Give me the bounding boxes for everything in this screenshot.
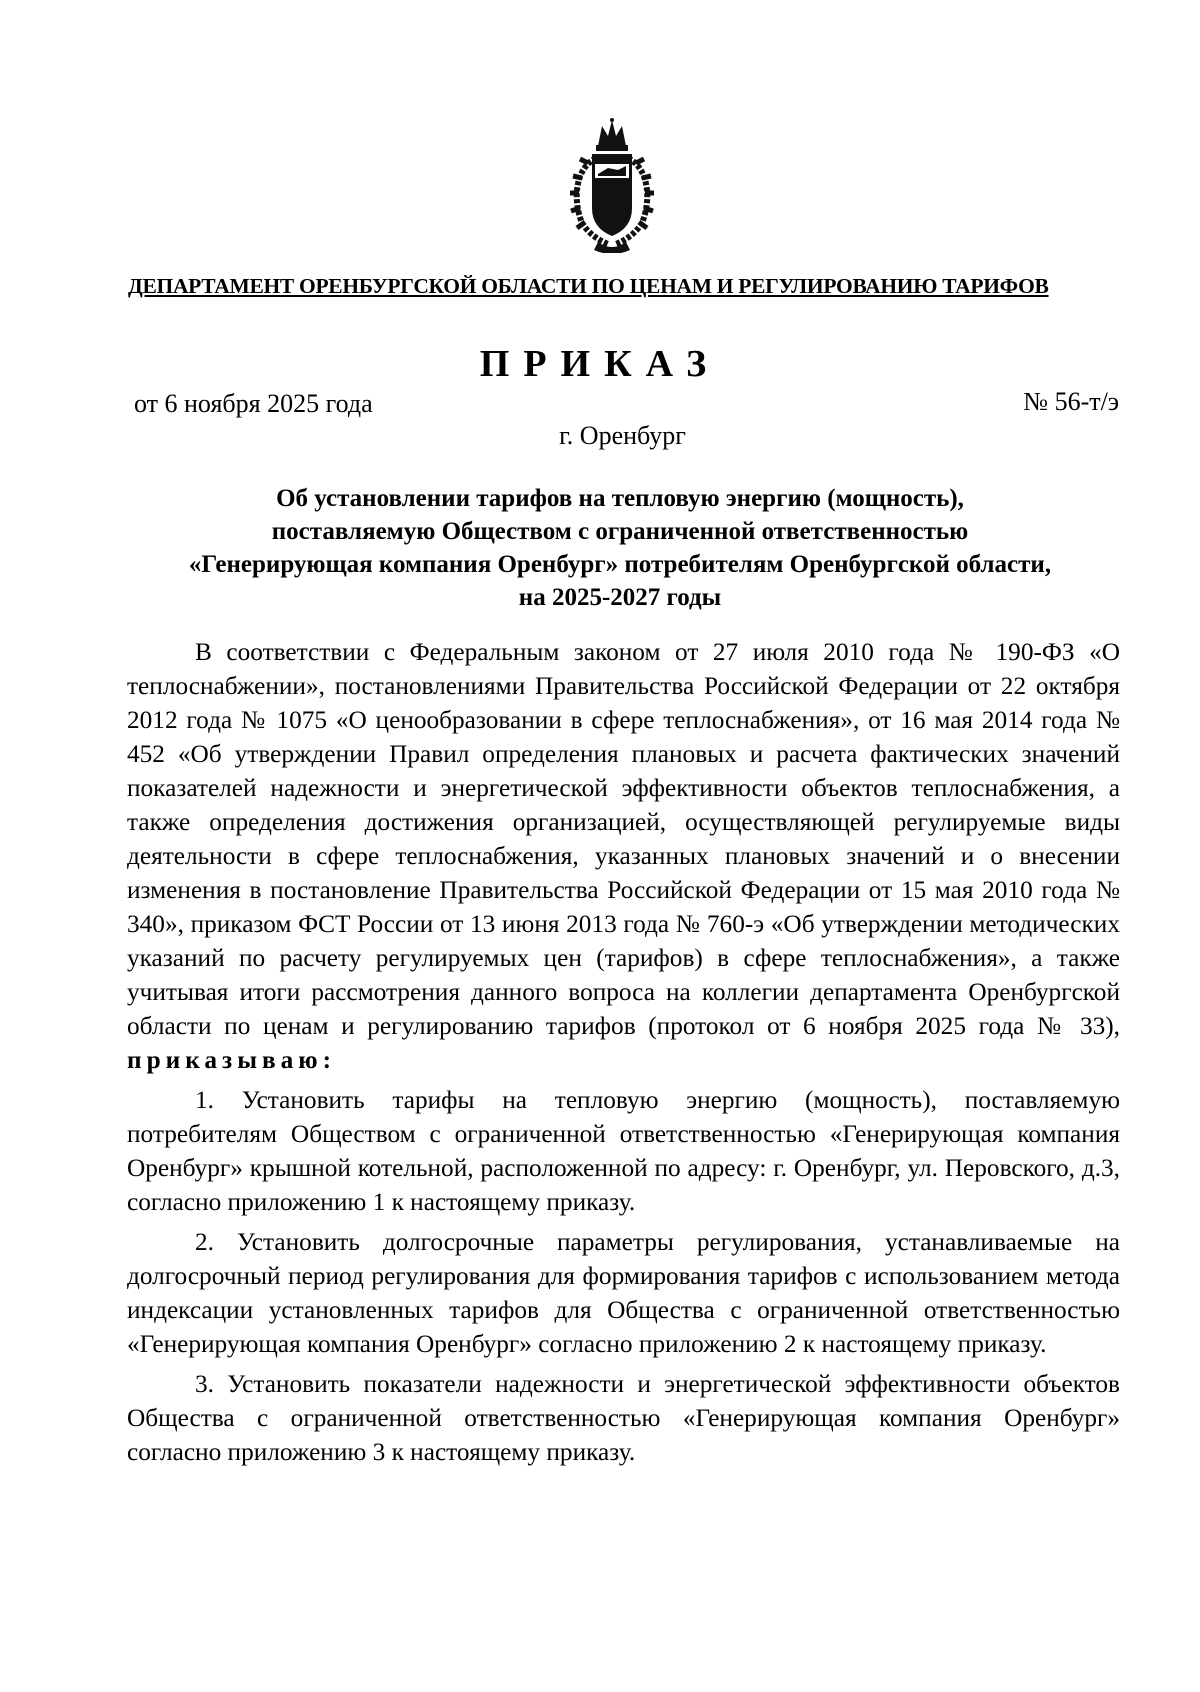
order-item-1: 1. Установить тарифы на тепловую энергию (мощность), поставляемую потребителям Обществом с ограниченной ответственностью «Генерирующая компания Оренбург» крышной котельной, расположенной по адресу: г. Оренбург, ул. Перовского, д.3, согласно приложению 1 к настоящему приказу.	[127, 1086, 1120, 1216]
order-number: № 56-т/э	[1023, 387, 1119, 416]
subject-line: на 2025-2027 годы	[518, 584, 722, 611]
city-name: г. Оренбург	[559, 421, 686, 450]
order-date: от 6 ноября 2025 года	[134, 389, 373, 418]
order-subject	[120, 482, 1120, 614]
department-name: ДЕПАРТАМЕНТ ОРЕНБУРГСКОЙ ОБЛАСТИ ПО ЦЕНАМ И РЕГУЛИРОВАНИЮ ТАРИФОВ	[128, 274, 1049, 298]
subject-line: Об установлении тарифов на тепловую энергию (мощность),	[276, 485, 964, 512]
preamble-paragraph	[127, 635, 1120, 1077]
order-item-3: 3. Установить показатели надежности и энергетической эффективности объектов Общества с ограниченной ответственностью «Генерирующая компания Оренбург» согласно приложению 3 к настоящему приказу.	[127, 1370, 1120, 1466]
coat-of-arms-icon	[568, 118, 656, 253]
document-type-title: ПРИКАЗ	[479, 343, 721, 385]
order-body	[127, 635, 1120, 1469]
order-item-2: 2. Установить долгосрочные параметры регулирования, устанавливаемые на долгосрочный период регулирования для формирования тарифов с использованием метода индексации установленных тарифов для Общества с ограниченной ответственностью «Генерирующая компания Оренбург» согласно приложению 2 к настоящему приказу.	[127, 1228, 1120, 1358]
preamble-text: В соответствии с Федеральным законом от 27 июля 2010 года № 190-ФЗ «О теплоснабжении», постановлениями Правительства Российской Федерации от 22 октября 2012 года № 1075 «О ценообразовании в сфере теплоснабжения», от 16 мая 2014 года № 452 «Об утверждении Правил определения плановых и расчета фактических значений показателей надежности и энергетической эффективности объектов теплоснабжения, а также определения достижения организацией, осуществляющей регулируемые виды деятельности в сфере теплоснабжения, указанных плановых значений и о внесении изменения в постановление Правительства Российской Федерации от 15 мая 2010 года № 340», приказом ФСТ России от 13 июня 2013 года № 760-э «Об утверждении методических указаний по расчету регулируемых цен (тарифов) в сфере теплоснабжения», а также учитывая итоги рассмотрения данного вопроса на коллегии департамента Оренбургской области по ценам и регулированию тарифов (протокол от 6 ноября 2025 года № 33),	[127, 638, 1120, 1040]
order-word: приказываю:	[127, 1046, 337, 1074]
subject-line: поставляемую Обществом с ограниченной ответственностью	[271, 518, 969, 545]
subject-line: «Генерирующая компания Оренбург» потребителям Оренбургской области,	[188, 551, 1052, 578]
